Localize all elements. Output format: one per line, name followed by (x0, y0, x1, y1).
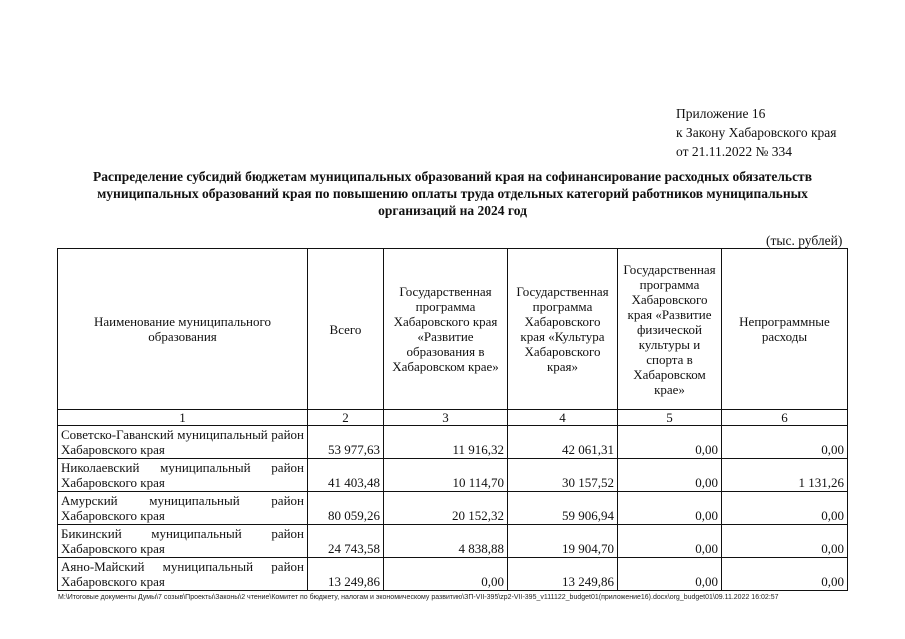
municipality-name: Амурский муниципальный район Хабаровского края (58, 492, 308, 525)
appendix-block (676, 104, 837, 161)
culture-value: 42 061,31 (508, 426, 618, 459)
municipality-name: Советско-Гаванский муниципальный район Хабаровского края (58, 426, 308, 459)
total-value: 80 059,26 (308, 492, 384, 525)
municipality-name: Аяно-Майский муниципальный район Хабаровского края (58, 558, 308, 591)
header-nonprogram: Непрограммные расходы (722, 249, 848, 410)
sport-value: 0,00 (618, 492, 722, 525)
column-number: 1 (58, 410, 308, 426)
culture-value: 13 249,86 (508, 558, 618, 591)
header-education-program: Государственная программа Хабаровского края «Развитие образования в Хабаровском крае» (384, 249, 508, 410)
sport-value: 0,00 (618, 525, 722, 558)
table-row (58, 492, 848, 525)
total-value: 24 743,58 (308, 525, 384, 558)
education-value: 0,00 (384, 558, 508, 591)
header-culture-program: Государственная программа Хабаровского края «Культура Хабаровского края» (508, 249, 618, 410)
subsidy-table (57, 248, 848, 591)
education-value: 11 916,32 (384, 426, 508, 459)
nonprogram-value: 1 131,26 (722, 459, 848, 492)
education-value: 10 114,70 (384, 459, 508, 492)
culture-value: 19 904,70 (508, 525, 618, 558)
sport-value: 0,00 (618, 426, 722, 459)
header-sport-program: Государственная программа Хабаровского края «Развитие физической культуры и спорта в Хабаровском крае» (618, 249, 722, 410)
document-title: Распределение субсидий бюджетам муниципальных образований края на софинансирование расходных обязательств муниципальных образований края по повышению оплаты труда отдельных категорий работников муниципальных организаций на 2024 год (93, 169, 812, 218)
nonprogram-value: 0,00 (722, 558, 848, 591)
table-row (58, 525, 848, 558)
column-number: 2 (308, 410, 384, 426)
nonprogram-value: 0,00 (722, 525, 848, 558)
column-number: 6 (722, 410, 848, 426)
table-row (58, 459, 848, 492)
column-number-row (58, 410, 848, 426)
column-number: 4 (508, 410, 618, 426)
sport-value: 0,00 (618, 558, 722, 591)
nonprogram-value: 0,00 (722, 426, 848, 459)
sport-value: 0,00 (618, 459, 722, 492)
column-number: 5 (618, 410, 722, 426)
appendix-number: Приложение 16 (676, 106, 766, 121)
culture-value: 59 906,94 (508, 492, 618, 525)
municipality-name: Николаевский муниципальный район Хабаровского края (58, 459, 308, 492)
appendix-date: от 21.11.2022 № 334 (676, 144, 792, 159)
header-municipality: Наименование муниципального образования (58, 249, 308, 410)
table-header-row (58, 249, 848, 410)
total-value: 13 249,86 (308, 558, 384, 591)
file-path-footer: M:\Итоговые документы Думы\7 созыв\Проекты\Законы\2 чтение\Комитет по бюджету, налогам и экономическому развитию\ЗП-VII-395\zp2-VII-395_v111122_budget01(приложение16).docx\org_budget01\09.11.2022 16:02:57 (58, 594, 779, 601)
culture-value: 30 157,52 (508, 459, 618, 492)
units-label: (тыс. рублей) (766, 233, 843, 248)
education-value: 20 152,32 (384, 492, 508, 525)
table-row (58, 426, 848, 459)
column-number: 3 (384, 410, 508, 426)
appendix-law: к Закону Хабаровского края (676, 125, 837, 140)
header-total: Всего (308, 249, 384, 410)
nonprogram-value: 0,00 (722, 492, 848, 525)
table-row (58, 558, 848, 591)
total-value: 53 977,63 (308, 426, 384, 459)
education-value: 4 838,88 (384, 525, 508, 558)
total-value: 41 403,48 (308, 459, 384, 492)
municipality-name: Бикинский муниципальный район Хабаровского края (58, 525, 308, 558)
